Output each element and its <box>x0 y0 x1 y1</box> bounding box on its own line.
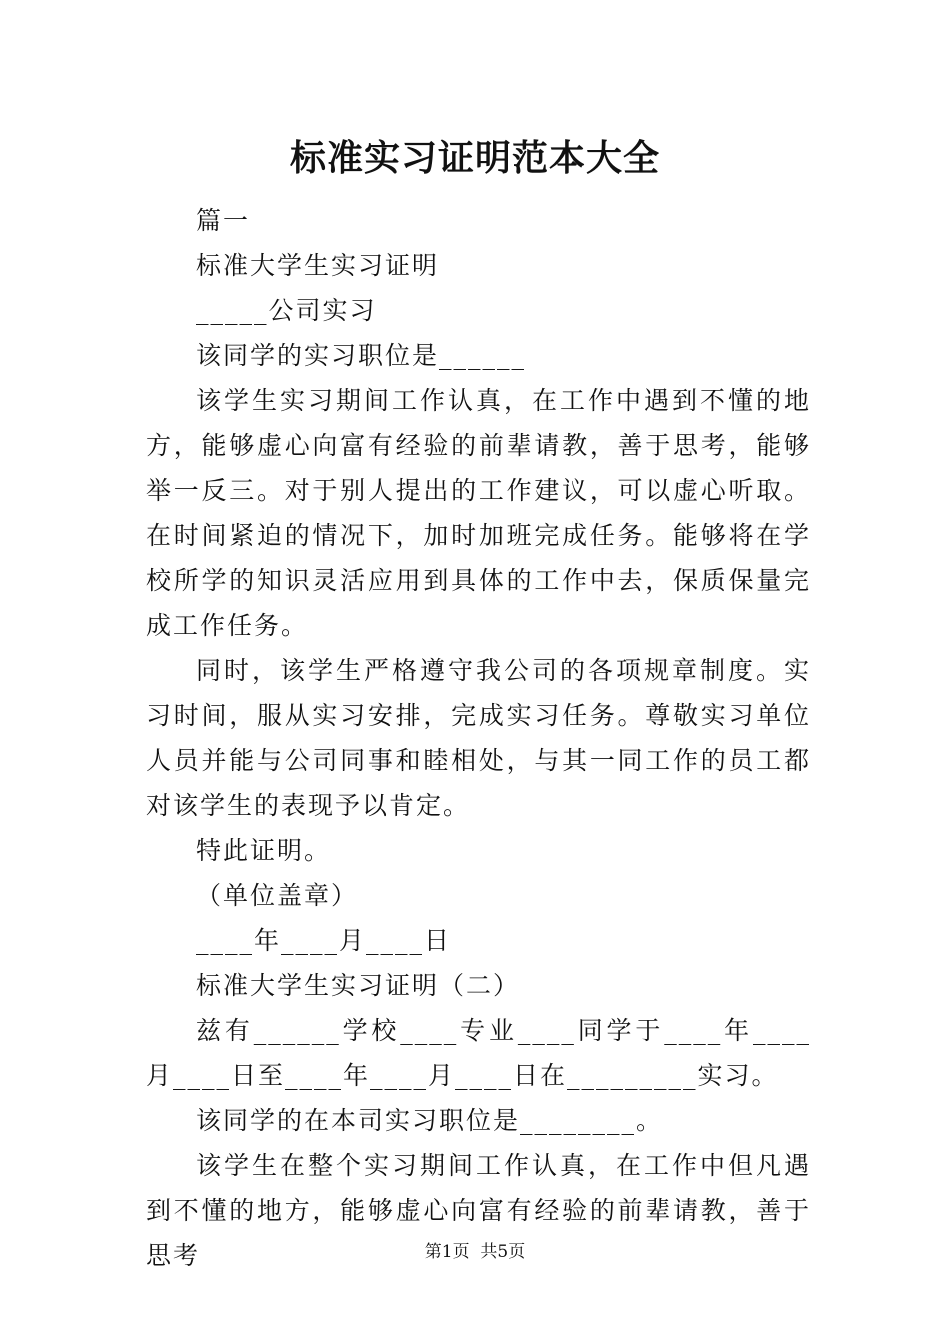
page-total: 共5页 <box>480 1242 526 1262</box>
seal-line: （单位盖章） <box>196 881 359 910</box>
date-line: ____年____月____日 <box>196 926 452 955</box>
company-line: _____公司实习 <box>196 296 377 325</box>
section-label: 篇一 <box>196 206 251 235</box>
section-heading: 标准大学生实习证明 <box>196 251 440 280</box>
position-line: 该同学的实习职位是______ <box>196 341 527 370</box>
document-title: 标准实习证明范本大全 <box>289 137 660 179</box>
section-heading: 标准大学生实习证明（二） <box>196 971 521 1000</box>
position-line: 该同学的在本司实习职位是________。 <box>196 1106 664 1135</box>
body-paragraph: 该学生实习期间工作认真，在工作中遇到不懂的地方，能够虚心向富有经验的前辈请教，善于思考，能够举一反三。对于别人提出的工作建议，可以虚心听取。在时间紧迫的情况下，加时加班完成任务。能够将在学校所学的知识灵活应用到具体的工作中去，保质保量完成工作任务。 <box>146 386 811 640</box>
page-footer <box>0 1240 950 1264</box>
closing-line: 特此证明。 <box>196 836 332 865</box>
body-paragraph: 同时，该学生严格遵守我公司的各项规章制度。实习时间，服从实习安排，完成实习任务。尊敬实习单位人员并能与公司同事和睦相处，与其一同工作的员工都对该学生的表现予以肯定。 <box>146 656 811 820</box>
body-paragraph: 兹有______学校____专业____同学于____年____月____日至____年____月____日在_________实习。 <box>146 1016 811 1090</box>
document-body <box>146 198 811 1278</box>
page-number: 第1页 <box>424 1242 470 1262</box>
body-paragraph: 该学生在整个实习期间工作认真，在工作中但凡遇到不懂的地方，能够虚心向富有经验的前辈请教，善于思考 <box>146 1151 811 1270</box>
